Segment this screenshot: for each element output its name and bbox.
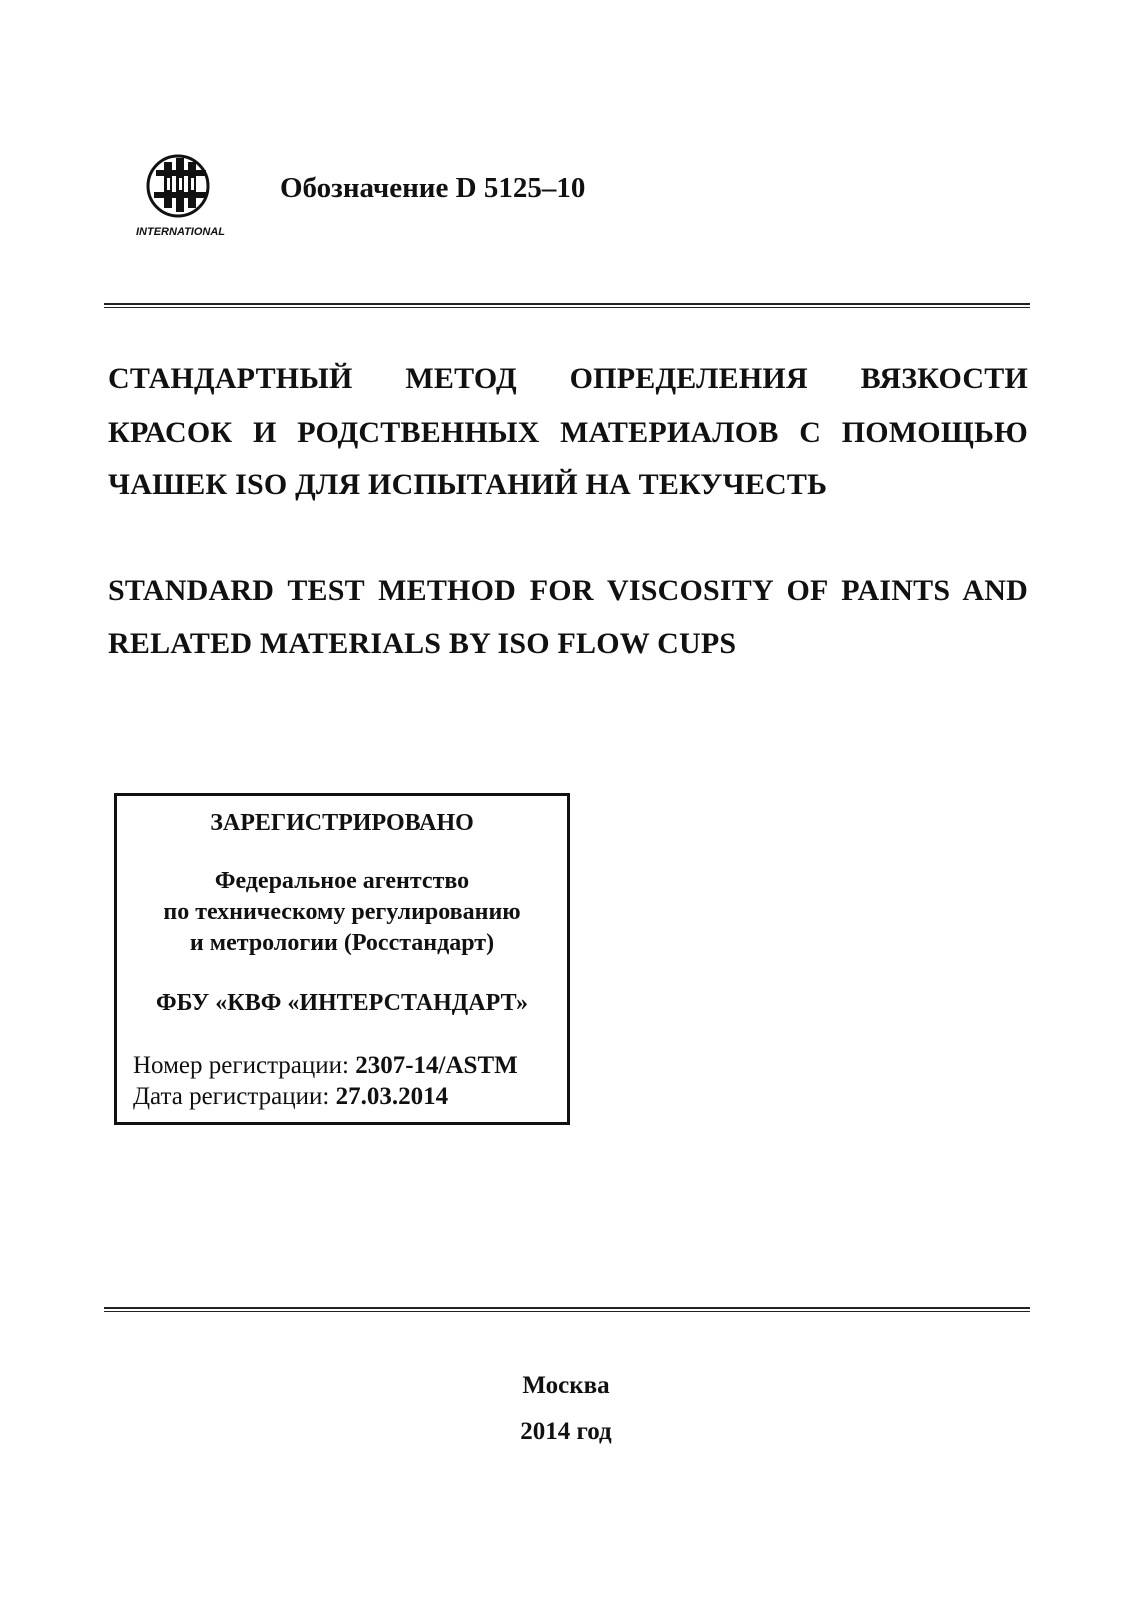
logo-subtext: INTERNATIONAL xyxy=(136,226,226,238)
astm-logo-graphic xyxy=(134,150,230,240)
top-double-rule xyxy=(104,303,1030,308)
astm-logo-icon xyxy=(134,150,230,240)
registration-number-value: 2307-14/ASTM xyxy=(355,1052,518,1079)
registration-number-row xyxy=(133,1052,518,1080)
bottom-double-rule xyxy=(104,1307,1030,1312)
registration-date-label: Дата регистрации: xyxy=(133,1083,330,1110)
registration-heading: ЗАРЕГИСТРИРОВАНО xyxy=(210,810,474,836)
registering-organization: ФБУ «КВФ «ИНТЕРСТАНДАРТ» xyxy=(156,990,528,1016)
publication-city: Москва xyxy=(522,1372,610,1399)
title-en-line-2: RELATED MATERIALS BY ISO FLOW CUPS xyxy=(108,627,737,660)
agency-line-2: по техническому регулированию xyxy=(163,899,521,925)
title-en-line-1: STANDARD TEST METHOD FOR VISCOSITY OF PAINTS AND xyxy=(108,574,1028,607)
document-designation: Обозначение D 5125–10 xyxy=(280,172,586,204)
registration-number-label: Номер регистрации: xyxy=(133,1052,349,1079)
registration-date-row xyxy=(133,1083,448,1111)
title-ru-line-1: СТАНДАРТНЫЙ МЕТОД ОПРЕДЕЛЕНИЯ ВЯЗКОСТИ xyxy=(108,362,1028,395)
publication-year: 2014 год xyxy=(520,1418,612,1445)
agency-line-3: и метрологии (Росстандарт) xyxy=(189,930,495,956)
title-ru-line-3: ЧАШЕК ISO ДЛЯ ИСПЫТАНИЙ НА ТЕКУЧЕСТЬ xyxy=(108,468,828,501)
title-ru-line-2: КРАСОК И РОДСТВЕННЫХ МАТЕРИАЛОВ С ПОМОЩЬЮ xyxy=(108,416,1028,449)
agency-line-1: Федеральное агентство xyxy=(214,868,470,894)
registration-date-value: 27.03.2014 xyxy=(335,1083,449,1110)
registration-box xyxy=(114,793,570,1125)
